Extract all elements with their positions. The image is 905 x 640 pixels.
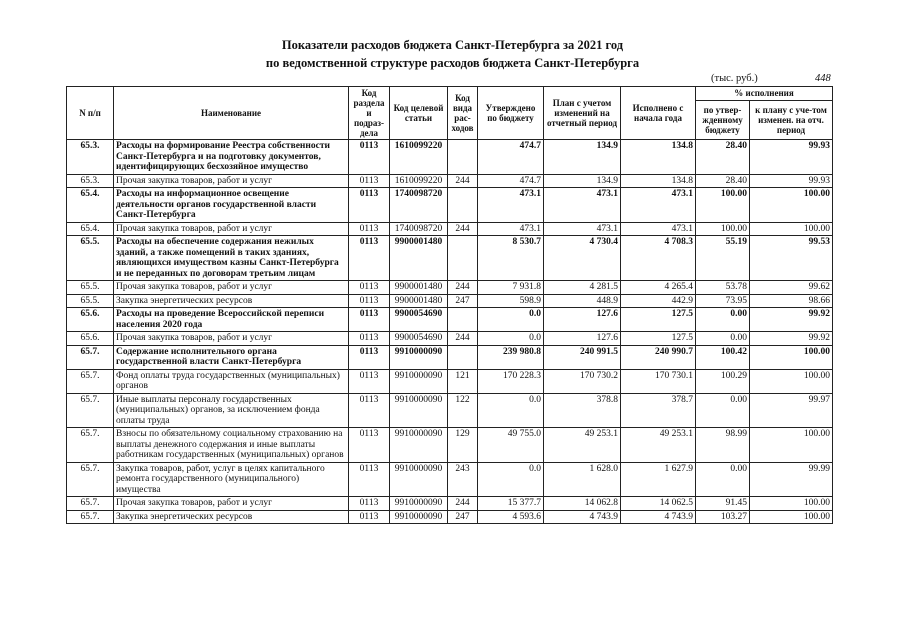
row-approved: 473.1 bbox=[478, 222, 544, 236]
row-pct-plan: 100.00 bbox=[750, 222, 833, 236]
row-number: 65.6. bbox=[67, 332, 114, 346]
row-executed: 134.8 bbox=[621, 140, 696, 175]
row-executed: 1 627.9 bbox=[621, 462, 696, 497]
row-pct-approved: 100.42 bbox=[696, 345, 750, 369]
row-executed: 127.5 bbox=[621, 308, 696, 332]
row-plan: 378.8 bbox=[544, 393, 621, 428]
row-section-code: 0113 bbox=[349, 236, 390, 281]
row-approved: 49 755.0 bbox=[478, 428, 544, 463]
table-row bbox=[67, 369, 833, 393]
row-name: Прочая закупка товаров, работ и услуг bbox=[114, 174, 349, 188]
table-row bbox=[67, 332, 833, 346]
table-row bbox=[67, 174, 833, 188]
row-expense-type: 243 bbox=[448, 462, 478, 497]
row-section-code: 0113 bbox=[349, 222, 390, 236]
row-section-code: 0113 bbox=[349, 428, 390, 463]
row-expense-type: 129 bbox=[448, 428, 478, 463]
row-section-code: 0113 bbox=[349, 308, 390, 332]
row-target-code: 9900001480 bbox=[390, 281, 448, 295]
row-plan: 170 730.2 bbox=[544, 369, 621, 393]
row-pct-approved: 0.00 bbox=[696, 332, 750, 346]
row-approved: 4 593.6 bbox=[478, 510, 544, 524]
row-expense-type: 244 bbox=[448, 332, 478, 346]
row-name: Прочая закупка товаров, работ и услуг bbox=[114, 497, 349, 511]
row-name: Прочая закупка товаров, работ и услуг bbox=[114, 332, 349, 346]
row-executed: 240 990.7 bbox=[621, 345, 696, 369]
row-pct-plan: 99.92 bbox=[750, 308, 833, 332]
row-number: 65.7. bbox=[67, 393, 114, 428]
row-approved: 473.1 bbox=[478, 188, 544, 223]
row-plan: 14 062.8 bbox=[544, 497, 621, 511]
row-name: Расходы на информационное освещение деятельности органов государственной власти Санкт-Петербурга bbox=[114, 188, 349, 223]
row-name: Взносы по обязательному социальному страхованию на выплаты денежного содержания и иные выплаты работникам государственных (муниципальных) органов bbox=[114, 428, 349, 463]
table-row bbox=[67, 294, 833, 308]
row-executed: 378.7 bbox=[621, 393, 696, 428]
row-expense-type: 122 bbox=[448, 393, 478, 428]
row-plan: 473.1 bbox=[544, 222, 621, 236]
header-num: N п/п bbox=[67, 87, 114, 140]
row-executed: 49 253.1 bbox=[621, 428, 696, 463]
header-executed: Исполнено с начала года bbox=[621, 87, 696, 140]
row-target-code: 9910000090 bbox=[390, 369, 448, 393]
row-pct-approved: 55.19 bbox=[696, 236, 750, 281]
table-row bbox=[67, 308, 833, 332]
row-number: 65.7. bbox=[67, 497, 114, 511]
row-number: 65.7. bbox=[67, 510, 114, 524]
row-pct-plan: 99.53 bbox=[750, 236, 833, 281]
row-plan: 4 281.5 bbox=[544, 281, 621, 295]
row-name: Расходы на обеспечение содержания нежилых зданий, а также помещений в таких зданиях, являющихся имуществом казны Санкт-Петербурга и не переданных по договорам третьим лицам bbox=[114, 236, 349, 281]
row-pct-plan: 99.62 bbox=[750, 281, 833, 295]
table-row bbox=[67, 393, 833, 428]
row-number: 65.6. bbox=[67, 308, 114, 332]
row-pct-approved: 100.29 bbox=[696, 369, 750, 393]
row-plan: 240 991.5 bbox=[544, 345, 621, 369]
row-section-code: 0113 bbox=[349, 497, 390, 511]
row-target-code: 9900054690 bbox=[390, 332, 448, 346]
row-target-code: 9910000090 bbox=[390, 510, 448, 524]
row-expense-type: 244 bbox=[448, 497, 478, 511]
row-section-code: 0113 bbox=[349, 345, 390, 369]
row-plan: 4 730.4 bbox=[544, 236, 621, 281]
row-pct-approved: 100.00 bbox=[696, 222, 750, 236]
row-expense-type bbox=[448, 345, 478, 369]
row-number: 65.7. bbox=[67, 369, 114, 393]
row-plan: 473.1 bbox=[544, 188, 621, 223]
page-number: 448 bbox=[815, 73, 831, 84]
row-approved: 8 530.7 bbox=[478, 236, 544, 281]
row-plan: 49 253.1 bbox=[544, 428, 621, 463]
row-target-code: 9900054690 bbox=[390, 308, 448, 332]
table-row bbox=[67, 188, 833, 223]
row-expense-type: 247 bbox=[448, 510, 478, 524]
row-approved: 170 228.3 bbox=[478, 369, 544, 393]
row-executed: 442.9 bbox=[621, 294, 696, 308]
row-approved: 598.9 bbox=[478, 294, 544, 308]
row-expense-type: 244 bbox=[448, 174, 478, 188]
row-pct-approved: 100.00 bbox=[696, 188, 750, 223]
row-number: 65.4. bbox=[67, 188, 114, 223]
table-row bbox=[67, 497, 833, 511]
row-expense-type bbox=[448, 236, 478, 281]
row-section-code: 0113 bbox=[349, 140, 390, 175]
row-executed: 4 265.4 bbox=[621, 281, 696, 295]
row-target-code: 1610099220 bbox=[390, 174, 448, 188]
header-plan: План с учетом изменений на отчетный период bbox=[544, 87, 621, 140]
units-label: (тыс. руб.) bbox=[711, 73, 758, 84]
row-section-code: 0113 bbox=[349, 174, 390, 188]
row-plan: 4 743.9 bbox=[544, 510, 621, 524]
row-number: 65.3. bbox=[67, 140, 114, 175]
budget-table bbox=[66, 86, 833, 524]
row-target-code: 1610099220 bbox=[390, 140, 448, 175]
row-pct-plan: 99.97 bbox=[750, 393, 833, 428]
table-row bbox=[67, 510, 833, 524]
row-name: Прочая закупка товаров, работ и услуг bbox=[114, 281, 349, 295]
row-executed: 4 743.9 bbox=[621, 510, 696, 524]
row-section-code: 0113 bbox=[349, 188, 390, 223]
row-expense-type: 244 bbox=[448, 222, 478, 236]
row-plan: 1 628.0 bbox=[544, 462, 621, 497]
row-pct-plan: 100.00 bbox=[750, 188, 833, 223]
header-name: Наименование bbox=[114, 87, 349, 140]
row-name: Прочая закупка товаров, работ и услуг bbox=[114, 222, 349, 236]
row-name: Закупка энергетических ресурсов bbox=[114, 510, 349, 524]
row-pct-approved: 53.78 bbox=[696, 281, 750, 295]
row-number: 65.4. bbox=[67, 222, 114, 236]
header-percent-group: % исполнения bbox=[696, 87, 833, 101]
row-name: Фонд оплаты труда государственных (муниципальных) органов bbox=[114, 369, 349, 393]
row-pct-plan: 100.00 bbox=[750, 497, 833, 511]
row-name: Содержание исполнительного органа государственной власти Санкт-Петербурга bbox=[114, 345, 349, 369]
row-pct-approved: 28.40 bbox=[696, 140, 750, 175]
row-executed: 473.1 bbox=[621, 222, 696, 236]
header-pct-approved: по утвер-жденному бюджету bbox=[696, 100, 750, 140]
row-plan: 127.6 bbox=[544, 308, 621, 332]
row-executed: 127.5 bbox=[621, 332, 696, 346]
row-approved: 474.7 bbox=[478, 174, 544, 188]
row-name: Закупка товаров, работ, услуг в целях капитального ремонта государственного (муниципального) имущества bbox=[114, 462, 349, 497]
row-approved: 7 931.8 bbox=[478, 281, 544, 295]
report-subtitle: по ведомственной структуре расходов бюджета Санкт-Петербурга bbox=[265, 56, 640, 70]
table-row bbox=[67, 222, 833, 236]
table-row bbox=[67, 345, 833, 369]
row-section-code: 0113 bbox=[349, 510, 390, 524]
row-pct-plan: 100.00 bbox=[750, 345, 833, 369]
header-target: Код целевой статьи bbox=[390, 87, 448, 140]
row-number: 65.3. bbox=[67, 174, 114, 188]
row-approved: 0.0 bbox=[478, 332, 544, 346]
row-pct-plan: 100.00 bbox=[750, 510, 833, 524]
row-target-code: 9900001480 bbox=[390, 236, 448, 281]
table-row bbox=[67, 428, 833, 463]
row-section-code: 0113 bbox=[349, 462, 390, 497]
row-expense-type bbox=[448, 308, 478, 332]
row-name: Иные выплаты персоналу государственных (муниципальных) органов, за исключением фонда оплаты труда bbox=[114, 393, 349, 428]
row-section-code: 0113 bbox=[349, 369, 390, 393]
header-type: Код вида рас-ходов bbox=[448, 87, 478, 140]
row-expense-type bbox=[448, 140, 478, 175]
row-plan: 134.9 bbox=[544, 140, 621, 175]
row-number: 65.7. bbox=[67, 462, 114, 497]
row-section-code: 0113 bbox=[349, 393, 390, 428]
row-name: Расходы на проведение Всероссийской переписи населения 2020 года bbox=[114, 308, 349, 332]
row-target-code: 9910000090 bbox=[390, 345, 448, 369]
row-approved: 239 980.8 bbox=[478, 345, 544, 369]
row-name: Закупка энергетических ресурсов bbox=[114, 294, 349, 308]
row-expense-type bbox=[448, 188, 478, 223]
header-approved: Утверждено по бюджету bbox=[478, 87, 544, 140]
row-target-code: 9900001480 bbox=[390, 294, 448, 308]
row-target-code: 9910000090 bbox=[390, 393, 448, 428]
table-row bbox=[67, 140, 833, 175]
row-number: 65.5. bbox=[67, 294, 114, 308]
row-pct-approved: 0.00 bbox=[696, 462, 750, 497]
row-target-code: 9910000090 bbox=[390, 428, 448, 463]
row-number: 65.7. bbox=[67, 428, 114, 463]
row-pct-approved: 91.45 bbox=[696, 497, 750, 511]
row-executed: 134.8 bbox=[621, 174, 696, 188]
row-executed: 473.1 bbox=[621, 188, 696, 223]
row-approved: 474.7 bbox=[478, 140, 544, 175]
row-pct-plan: 99.93 bbox=[750, 174, 833, 188]
row-number: 65.5. bbox=[67, 236, 114, 281]
header-pct-plan: к плану с уче-том изменен. на отч. период bbox=[750, 100, 833, 140]
row-number: 65.7. bbox=[67, 345, 114, 369]
row-pct-plan: 99.99 bbox=[750, 462, 833, 497]
row-pct-plan: 100.00 bbox=[750, 428, 833, 463]
row-pct-plan: 99.93 bbox=[750, 140, 833, 175]
row-pct-plan: 99.92 bbox=[750, 332, 833, 346]
table-row bbox=[67, 281, 833, 295]
row-approved: 0.0 bbox=[478, 393, 544, 428]
row-section-code: 0113 bbox=[349, 281, 390, 295]
header-section: Код раздела и подраз-дела bbox=[349, 87, 390, 140]
row-plan: 127.6 bbox=[544, 332, 621, 346]
row-target-code: 9910000090 bbox=[390, 497, 448, 511]
row-executed: 170 730.1 bbox=[621, 369, 696, 393]
row-name: Расходы на формирование Реестра собственности Санкт-Петербурга и на подготовку документов, идентифицирующих бесхозяйное имущество bbox=[114, 140, 349, 175]
row-pct-plan: 98.66 bbox=[750, 294, 833, 308]
row-pct-approved: 0.00 bbox=[696, 308, 750, 332]
row-target-code: 1740098720 bbox=[390, 188, 448, 223]
row-executed: 14 062.5 bbox=[621, 497, 696, 511]
row-approved: 0.0 bbox=[478, 308, 544, 332]
row-pct-approved: 28.40 bbox=[696, 174, 750, 188]
table-row bbox=[67, 462, 833, 497]
row-target-code: 1740098720 bbox=[390, 222, 448, 236]
row-target-code: 9910000090 bbox=[390, 462, 448, 497]
row-plan: 448.9 bbox=[544, 294, 621, 308]
report-title: Показатели расходов бюджета Санкт-Петербурга за 2021 год bbox=[281, 38, 624, 52]
row-pct-approved: 73.95 bbox=[696, 294, 750, 308]
row-approved: 15 377.7 bbox=[478, 497, 544, 511]
row-pct-approved: 103.27 bbox=[696, 510, 750, 524]
row-executed: 4 708.3 bbox=[621, 236, 696, 281]
row-expense-type: 247 bbox=[448, 294, 478, 308]
row-number: 65.5. bbox=[67, 281, 114, 295]
row-expense-type: 244 bbox=[448, 281, 478, 295]
row-pct-approved: 98.99 bbox=[696, 428, 750, 463]
row-section-code: 0113 bbox=[349, 332, 390, 346]
table-row bbox=[67, 236, 833, 281]
row-plan: 134.9 bbox=[544, 174, 621, 188]
row-expense-type: 121 bbox=[448, 369, 478, 393]
row-pct-approved: 0.00 bbox=[696, 393, 750, 428]
row-section-code: 0113 bbox=[349, 294, 390, 308]
row-pct-plan: 100.00 bbox=[750, 369, 833, 393]
row-approved: 0.0 bbox=[478, 462, 544, 497]
